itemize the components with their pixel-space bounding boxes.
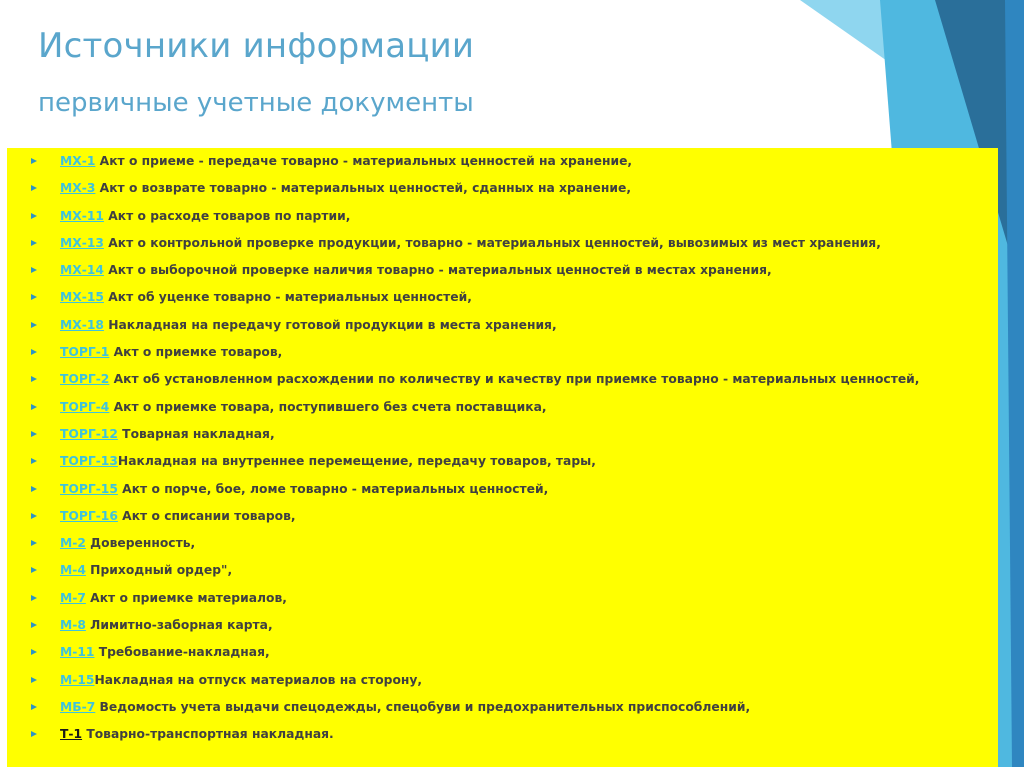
list-item: [7, 284, 998, 311]
list-item: [7, 721, 998, 748]
document-description: Товарно-транспортная накладная.: [82, 727, 334, 742]
bullet-arrow-icon: [31, 731, 37, 737]
document-description: Ведомость учета выдачи спецодежды, спецобуви и предохранительных приспособлений,: [95, 699, 751, 714]
document-code-link[interactable]: ТОРГ-1: [60, 345, 110, 360]
bullet-arrow-icon: [31, 567, 37, 573]
bullet-arrow-icon: [31, 267, 37, 273]
document-description: Приходный ордер",: [85, 563, 233, 578]
list-item: [7, 667, 998, 694]
document-code-link[interactable]: ТОРГ-13: [60, 454, 118, 469]
document-description: Акт о расходе товаров по партии,: [103, 208, 351, 223]
bullet-arrow-icon: [31, 158, 37, 164]
document-code-link[interactable]: М-15: [60, 672, 95, 687]
bullet-arrow-icon: [31, 376, 37, 382]
document-description: Накладная на передачу готовой продукции в места хранения,: [103, 317, 557, 332]
document-description: Накладная на внутреннее перемещение, передачу товаров, тары,: [117, 454, 596, 469]
document-code-link[interactable]: МХ-1: [60, 154, 96, 168]
bullet-arrow-icon: [31, 540, 37, 546]
bullet-arrow-icon: [31, 213, 37, 219]
document-description: Акт о возврате товарно - материальных ценностей, сданных на хранение,: [95, 181, 632, 196]
document-code-link[interactable]: ТОРГ-2: [60, 372, 110, 387]
bullet-arrow-icon: [31, 677, 37, 683]
bullet-arrow-icon: [31, 649, 37, 655]
document-description: Акт об установленном расхождении по количеству и качеству при приемке товарно - материальных ценностей,: [109, 372, 920, 387]
list-item: [7, 639, 998, 666]
document-description: Акт о контрольной проверке продукции, товарно - материальных ценностей, вывозимых из мест хранения,: [103, 235, 881, 250]
bullet-arrow-icon: [31, 349, 37, 355]
list-item: [7, 612, 998, 639]
document-description: Товарная накладная,: [117, 426, 275, 441]
list-item: [7, 557, 998, 584]
document-description: Акт о приемке материалов,: [85, 590, 287, 605]
document-code-link[interactable]: ТОРГ-15: [60, 481, 118, 496]
list-item: [7, 421, 998, 448]
bullet-arrow-icon: [31, 595, 37, 601]
slide-subtitle: первичные учетные документы: [38, 88, 474, 118]
list-item: [7, 312, 998, 339]
bullet-arrow-icon: [31, 185, 37, 191]
bullet-arrow-icon: [31, 322, 37, 328]
list-item: [7, 503, 998, 530]
document-description: Требование-накладная,: [94, 645, 270, 660]
documents-panel: [7, 148, 998, 767]
document-code-link[interactable]: М-11: [60, 645, 95, 660]
bullet-arrow-icon: [31, 513, 37, 519]
list-item: [7, 366, 998, 393]
document-description: Акт о приеме - передаче товарно - материальных ценностей на хранение,: [95, 154, 633, 168]
list-item: [7, 476, 998, 503]
list-item: [7, 394, 998, 421]
bullet-arrow-icon: [31, 622, 37, 628]
list-item: [7, 585, 998, 612]
list-item: [7, 339, 998, 366]
bullet-arrow-icon: [31, 458, 37, 464]
document-code-link[interactable]: ТОРГ-4: [60, 399, 110, 414]
document-code-link[interactable]: М-2: [60, 536, 86, 551]
document-code-link[interactable]: Т-1: [60, 727, 83, 742]
bullet-arrow-icon: [31, 431, 37, 437]
document-code-link[interactable]: ТОРГ-12: [60, 426, 118, 441]
document-description: Доверенность,: [85, 536, 196, 551]
document-code-link[interactable]: МХ-18: [60, 317, 104, 332]
list-item: [7, 694, 998, 721]
list-item: [7, 175, 998, 202]
slide-title: Источники информации: [38, 26, 475, 66]
document-description: Накладная на отпуск материалов на сторону,: [94, 672, 423, 687]
document-code-link[interactable]: М-7: [60, 590, 86, 605]
document-code-link[interactable]: ТОРГ-16: [60, 508, 118, 523]
document-description: Акт о выборочной проверке наличия товарно - материальных ценностей в местах хранения,: [103, 263, 772, 278]
document-code-link[interactable]: МХ-14: [60, 263, 104, 278]
list-item: [7, 530, 998, 557]
document-description: Акт о приемке товаров,: [109, 345, 283, 360]
document-code-link[interactable]: МХ-3: [60, 181, 96, 196]
bullet-arrow-icon: [31, 704, 37, 710]
document-description: Акт о порче, бое, ломе товарно - материальных ценностей,: [117, 481, 549, 496]
list-item: [7, 448, 998, 475]
list-item: [7, 257, 998, 284]
bullet-arrow-icon: [31, 294, 37, 300]
document-code-link[interactable]: МХ-15: [60, 290, 104, 305]
document-code-link[interactable]: МХ-13: [60, 235, 104, 250]
list-item: [7, 148, 998, 175]
document-description: Акт о списании товаров,: [117, 508, 296, 523]
document-code-link[interactable]: МХ-11: [60, 208, 104, 223]
list-item: [7, 203, 998, 230]
bullet-arrow-icon: [31, 404, 37, 410]
document-description: Акт об уценке товарно - материальных ценностей,: [103, 290, 472, 305]
documents-list: [7, 148, 998, 749]
bullet-arrow-icon: [31, 240, 37, 246]
list-item: [7, 230, 998, 257]
document-description: Лимитно-заборная карта,: [85, 618, 273, 633]
document-code-link[interactable]: М-4: [60, 563, 86, 578]
bullet-arrow-icon: [31, 486, 37, 492]
document-code-link[interactable]: М-8: [60, 618, 86, 633]
document-code-link[interactable]: МБ-7: [60, 699, 96, 714]
document-description: Акт о приемке товара, поступившего без счета поставщика,: [109, 399, 547, 414]
